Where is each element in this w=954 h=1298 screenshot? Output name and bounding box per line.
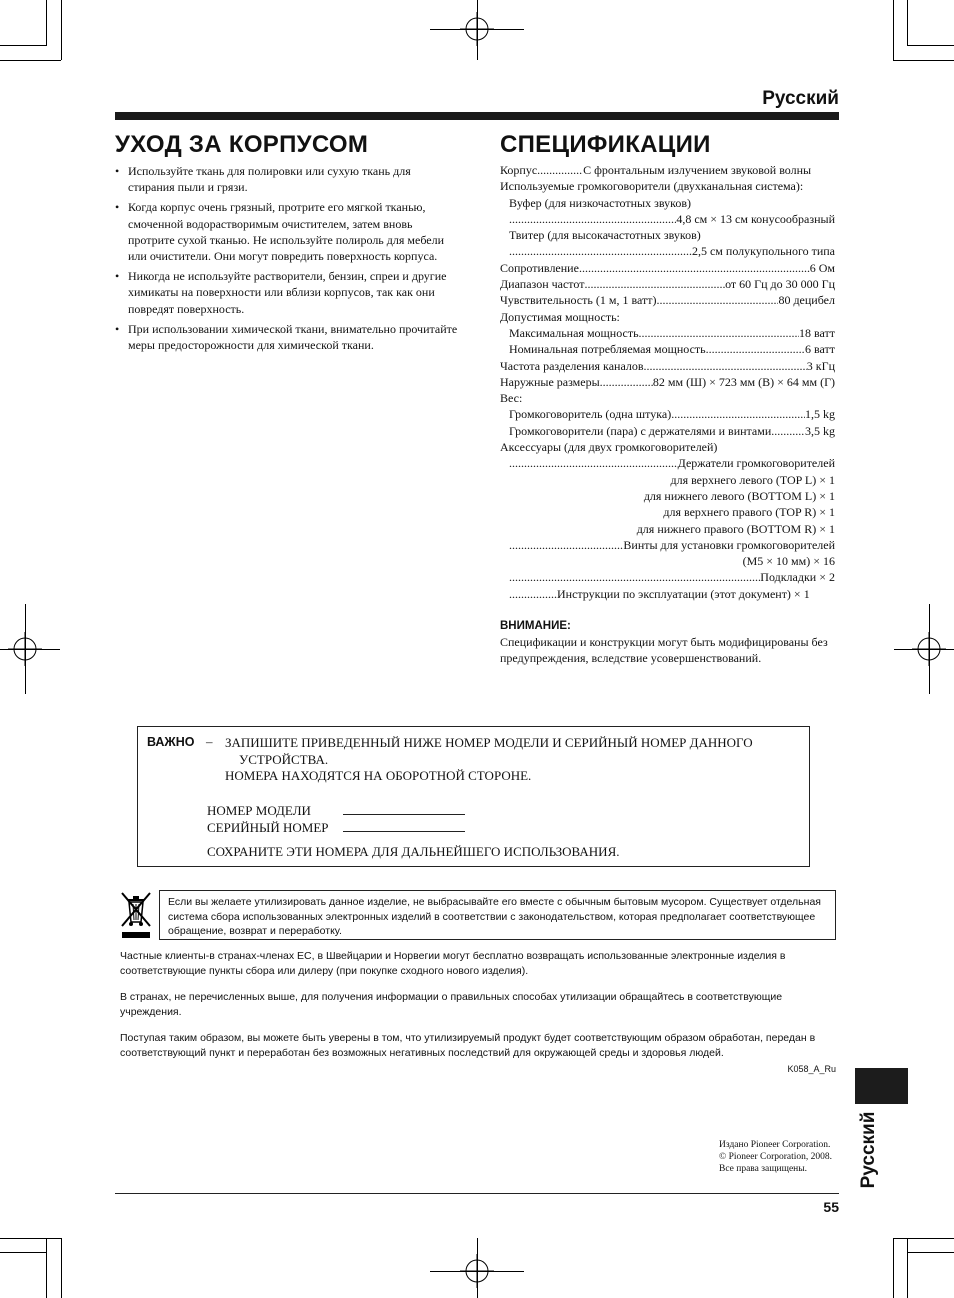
- spec-row-screws: ..... Винты для установки громкоговорителей: [500, 537, 835, 553]
- side-tab-language: Русский: [858, 1111, 879, 1189]
- spec-row-impedance: Сопротивление ..... 6 Ом: [500, 260, 835, 276]
- header-language: Русский: [762, 88, 839, 109]
- spec-row-dimensions: Наружные размеры ..... 82 мм (Ш) × 723 мм (В) × 64 мм (Г): [500, 374, 835, 390]
- important-text: [225, 735, 795, 785]
- weee-paragraph: Частные клиенты-в странах-членах ЕС, в Швейцарии и Норвегии могут бесплатно возвращать использованные электронные изделия в соответствующие пункты сбора или дилеру (при покупке сходного нового изделия).: [120, 950, 786, 977]
- crop-mark-icon: [894, 649, 954, 650]
- document-code: K058_A_Ru: [787, 1064, 836, 1074]
- spec-row-woofer-label: Вуфер (для низкочастотных звуков): [509, 195, 691, 210]
- crop-mark-icon: [0, 45, 46, 46]
- crop-mark-icon: [0, 649, 60, 650]
- serial-number-label: СЕРИЙНЫЙ НОМЕР: [207, 820, 329, 835]
- care-title: УХОД ЗА КОРПУСОМ: [115, 131, 369, 158]
- weee-paragraph: Поступая таким образом, вы можете быть уверены в том, что утилизируемый продукт будет соответствующим образом обработан, передан в соответствующий пункт и переработан без возможных негативных последствий для окружающей среды и здоровья людей.: [120, 1032, 816, 1059]
- care-item: • Никогда не используйте растворители, бензин, спреи и другие химикаты на поверхности или вблизи корпусов, так как они повредят поверхность.: [115, 268, 459, 317]
- important-dash: –: [206, 734, 213, 749]
- important-keep: СОХРАНИТЕ ЭТИ НОМЕРА ДЛЯ ДАЛЬНЕЙШЕГО ИСПОЛЬЗОВАНИЯ.: [207, 844, 620, 859]
- spec-row-power: Допустимая мощность:: [500, 309, 620, 324]
- spec-row-nominal-power: Номинальная потребляемая мощность ..... 6 ватт: [500, 341, 835, 357]
- important-line: УСТРОЙСТВА.: [239, 751, 329, 767]
- holder-line: для нижнего левого (BOTTOM L) × 1: [643, 488, 835, 503]
- side-tab-block: [855, 1068, 908, 1104]
- specs-title: СПЕЦИФИКАЦИИ: [500, 131, 711, 158]
- publisher-info: Издано Pioneer Corporation. © Pioneer Corporation, 2008. Все права защищены.: [719, 1140, 833, 1174]
- spec-row-enclosure: Корпус ..... С фронтальным излучением звуковой волны: [500, 162, 835, 178]
- crop-mark-icon: [477, 0, 478, 60]
- important-box: [137, 726, 810, 867]
- care-item: • Используйте ткань для полировки или сухую ткань для стирания пыли и грязи.: [115, 163, 459, 195]
- spec-row-weight-pair: Громкоговорители (пара) с держателями и винтами ..... 3,5 kg: [500, 423, 835, 439]
- holder-line: для верхнего правого (TOP R) × 1: [663, 505, 835, 520]
- spec-row-tweeter-value: ..... 2,5 см полукупольного типа: [500, 243, 835, 259]
- holder-line: для верхнего левого (TOP L) × 1: [670, 472, 835, 487]
- care-item: • При использовании химической ткани, внимательно прочитайте меры предосторожности для химической ткани.: [115, 321, 459, 353]
- important-line: НОМЕРА НАХОДЯТСЯ НА ОБОРОТНОЙ СТОРОНЕ.: [225, 768, 532, 783]
- crop-mark-icon: [893, 60, 954, 61]
- crop-mark-icon: [907, 0, 908, 46]
- spec-row-pads: ..... Подкладки × 2: [500, 569, 835, 585]
- spec-row-weight-single: Громкоговоритель (одна штука) ..... 1,5 kg: [500, 406, 835, 422]
- page-number: 55: [823, 1199, 839, 1215]
- warning-title: ВНИМАНИЕ:: [500, 620, 571, 633]
- spec-row-crossover: Частота разделения каналов ..... 3 кГц: [500, 358, 835, 374]
- weee-paragraph: В странах, не перечисленных выше, для получения информации о правильных способах утилизации обращайтесь в соответствующие учреждения.: [120, 991, 783, 1018]
- spec-row-tweeter-label: Твитер (для высокачастотных звуков): [509, 228, 701, 243]
- crop-mark-icon: [0, 1238, 61, 1239]
- crop-mark-icon: [46, 1238, 47, 1298]
- crop-mark-icon: [0, 1252, 46, 1253]
- holder-line: для нижнего правого (BOTTOM R) × 1: [636, 521, 835, 536]
- care-list: [115, 163, 459, 357]
- crop-mark-icon: [893, 0, 894, 60]
- specs-list: [500, 162, 835, 667]
- crop-mark-icon: [0, 60, 61, 61]
- crop-mark-icon: [477, 1238, 478, 1298]
- spec-row-max-power: Максимальная мощность ..... 18 ватт: [500, 325, 835, 341]
- spec-row-speakers: Используемые громкоговорители (двухканальная система):: [500, 179, 804, 194]
- footer-rule: [115, 1193, 839, 1194]
- crop-mark-icon: [908, 45, 954, 46]
- serial-number-row: [207, 818, 465, 836]
- spec-row-holders: ..... Держатели громкоговорителей: [500, 455, 835, 471]
- crop-mark-icon: [907, 1238, 908, 1298]
- model-number-row: [207, 801, 465, 819]
- weee-notice: Если вы желаете утилизировать данное изделие, не выбрасывайте его вместе с обычным бытовым мусором. Существует отдельная система сбора использованных электронных изделий в соответствии с законодательством, которая предполагает соответствующее обращение, возврат и переработку.: [159, 890, 836, 940]
- model-number-label: НОМЕР МОДЕЛИ: [207, 803, 311, 818]
- spec-row-sensitivity: Чувствительность (1 м, 1 ватт) ..... 80 децибел: [500, 292, 835, 308]
- crossed-bin-icon: [119, 890, 153, 940]
- warning-text: Спецификации и конструкции могут быть модифицированы без предупреждения, вследствие усовершенствований.: [500, 635, 828, 666]
- crop-mark-icon: [46, 0, 47, 46]
- spec-row-frequency: Диапазон частот ..... от 60 Гц до 30 000 Гц: [500, 276, 835, 292]
- serial-number-blank[interactable]: [343, 818, 465, 832]
- care-item: • Когда корпус очень грязный, протрите его мягкой тканью, смоченной водорастворимым очистителем, затем вновь протрите сухой тканью. Не используйте полироль для мебели или очистители. Они могут повредить поверхность корпуса.: [115, 199, 459, 264]
- screws-size: (M5 × 10 мм) × 16: [742, 554, 835, 569]
- crop-mark-icon: [893, 1238, 954, 1239]
- important-line: ЗАПИШИТЕ ПРИВЕДЕННЫЙ НИЖЕ НОМЕР МОДЕЛИ И СЕРИЙНЫЙ НОМЕР ДАННОГО: [225, 735, 753, 750]
- important-label: ВАЖНО: [147, 735, 195, 749]
- crop-mark-icon: [908, 1252, 954, 1253]
- spec-row-weight: Вес:: [500, 391, 523, 406]
- spec-row-woofer-value: ..... 4,8 см × 13 см конусообразный: [500, 211, 835, 227]
- spec-row-accessories: Аксессуары (для двух громкоговорителей): [500, 440, 718, 455]
- model-number-blank[interactable]: [343, 801, 465, 815]
- spec-row-manual: ..... Инструкции по эксплуатации (этот документ) × 1: [500, 586, 835, 602]
- header-rule: [115, 112, 839, 120]
- crop-mark-icon: [61, 0, 62, 60]
- crop-mark-icon: [61, 1238, 62, 1298]
- crop-mark-icon: [893, 1238, 894, 1298]
